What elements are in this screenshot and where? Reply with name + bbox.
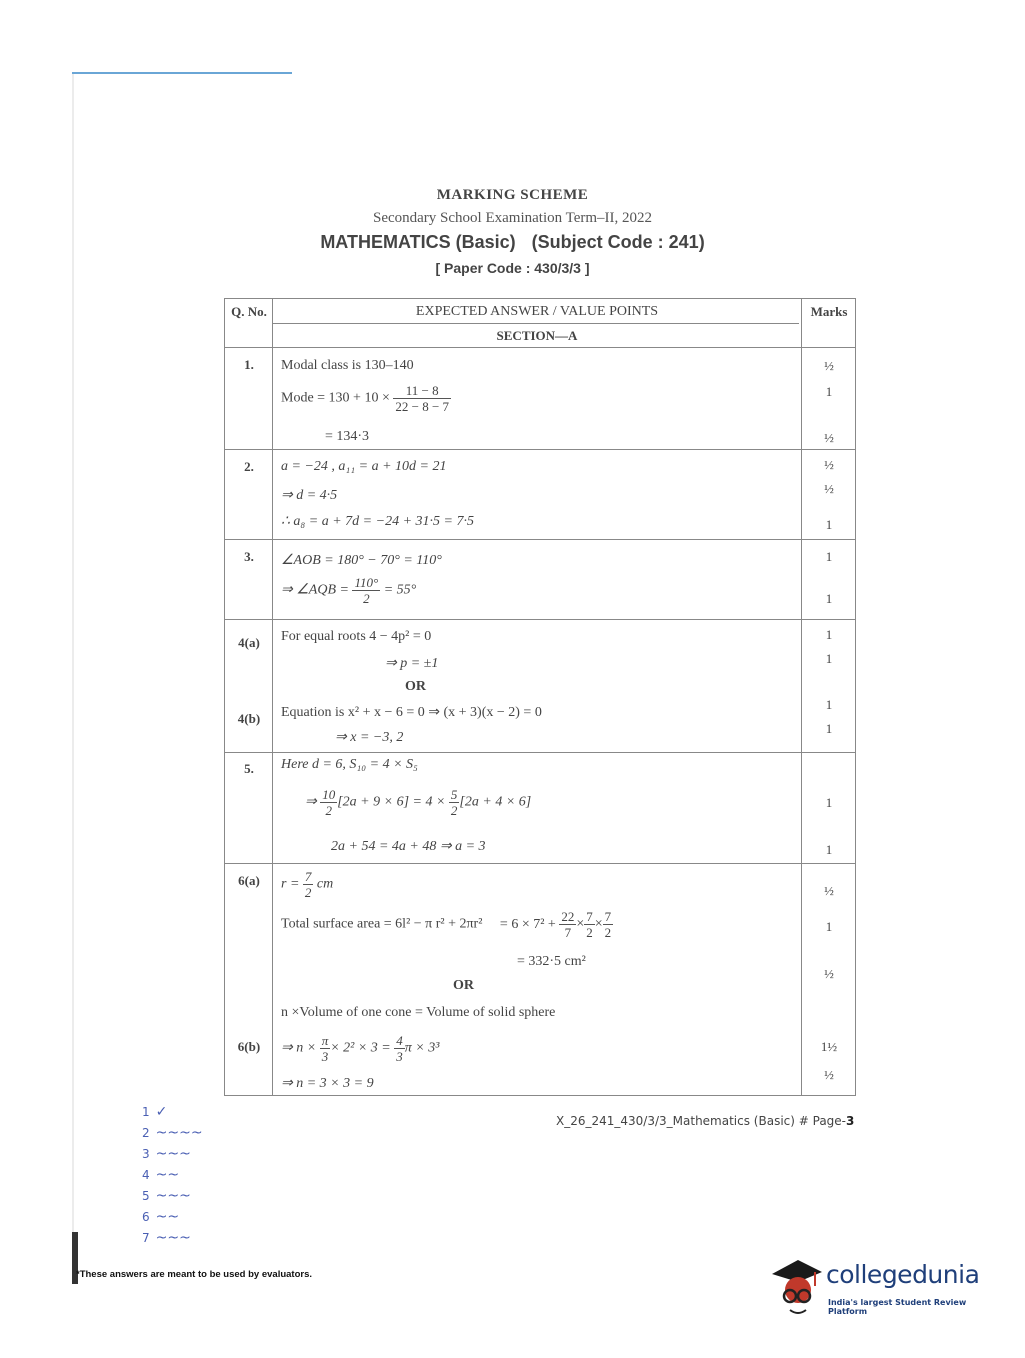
qno-2: 2. [244,459,254,474]
row-divider [273,323,799,324]
q5-line3: 2a + 54 = 4a + 48 ⇒ a = 3 [331,839,486,854]
q6-frac3: $\frac{7}{2}$ [604,909,612,940]
evaluator-note: *These answers are meant to be used by evaluators. [76,1269,313,1280]
qno-3: 3. [244,549,254,564]
q4-line2: ⇒ p = ±1 [385,656,439,671]
q6-mark2: 1 [825,919,833,934]
q5-fraction1: $\frac{10}{2}$ [322,787,336,818]
q6-n-expr: × 2² × 3 = [330,1040,391,1056]
q1-mode-prefix: Mode = 130 + 10 × [281,390,390,406]
handwritten-line: 5 ~~~ [142,1188,191,1204]
qno-4a: 4(a) [238,635,260,650]
subject-name: MATHEMATICS (Basic) [320,232,516,252]
row-divider [225,752,855,753]
qno-6a: 6(a) [238,873,260,888]
header-qno: Q. No. [231,304,267,319]
handwritten-line: 7 ~~~ [142,1230,191,1246]
q2-mark3: 1 [825,517,833,532]
col-divider [272,299,273,1095]
q6-line2: Total surface area = 6l² − π r² + 2πr² = 6 × 7² + $\frac{22}{7}$ × $\frac{7}{2}$ × $\frac{7}{2}$ [281,909,612,940]
row-divider [225,539,855,540]
scan-edge-line [72,72,292,74]
handwritten-line: 3 ~~~ [142,1146,191,1162]
q6-or: OR [453,978,474,993]
q4-mark2: 1 [825,651,833,666]
q6-line5 [281,1033,439,1064]
row-divider [225,347,855,348]
q3-mark1: 1 [825,549,833,564]
q6-r-unit: cm [316,876,334,892]
q1-mark1: ½ [824,358,834,373]
q6-frac1: $\frac{22}{7}$ [561,909,575,940]
q2-line1: a = −24 , a₁₁ = a + 10d = 21 [281,459,447,474]
page-code-text: X_26_241_430/3/3_Mathematics (Basic) # Page- [556,1114,846,1128]
row-divider [225,619,855,620]
collegedunia-logo [768,1254,998,1318]
qno-5: 5. [244,761,254,776]
q1-line3: = 134·3 [325,429,370,444]
q6-line6: ⇒ n = 3 × 3 = 9 [281,1076,374,1091]
q2-mark2: ½ [824,481,834,496]
q6-sphere-expr: π × 3³ [404,1040,440,1056]
q1-fraction: $\frac{11 - 8}{22 - 8 - 7}$ [395,383,450,414]
subject-line [0,232,1025,253]
q6-mark1: ½ [824,883,834,898]
handwritten-annotations [142,1102,203,1249]
marking-table [224,298,856,1096]
q5-line2 [305,787,531,818]
qno-6b: 6(b) [237,1039,261,1054]
logo-mascot-icon [768,1254,824,1318]
qno-4b: 4(b) [237,711,261,726]
q2-line3: ∴ a₈ = a + 7d = −24 + 31·5 = 7·5 [281,514,474,529]
page-number: 3 [846,1114,855,1128]
q5-line1: Here d = 6, S₁₀ = 4 × S₅ [281,757,418,772]
q5-arrow: ⇒ [305,794,317,810]
qno-1: 1. [244,357,254,372]
q6-mark3: ½ [824,966,834,981]
doc-title: MARKING SCHEME [436,187,589,203]
q6-mark4: 1½ [820,1039,838,1054]
q3-result: = 55° [383,582,417,598]
q3-mark2: 1 [825,591,833,606]
q3-prefix: ⇒ ∠AQB = [281,582,349,598]
header-answer: EXPECTED ANSWER / VALUE POINTS [415,304,659,319]
q6-r-fraction: $\frac{7}{2}$ [304,869,312,900]
logo-wordmark: collegedunia [826,1260,980,1289]
q4-line3: Equation is x² + x − 6 = 0 ⇒ (x + 3)(x − 2) = 0 [281,705,542,720]
q1-line1: Modal class is 130–140 [281,358,414,373]
q1-line2 [281,383,451,414]
q3-line1: ∠AOB = 180° − 70° = 110° [281,553,442,568]
q6-line1 [281,869,333,900]
q6-frac2: $\frac{7}{2}$ [586,909,593,940]
q6-n-prefix: ⇒ n × [281,1040,317,1056]
q6-line3: = 332·5 cm² [517,954,586,969]
q3-line2 [281,575,416,606]
q6-tsa-formula: Total surface area = 6l² − π r² + 2πr² [281,916,483,932]
row-divider [225,449,855,450]
q6-tsa-expr: = 6 × 7² + [499,916,556,932]
q5-mark2: 1 [825,842,833,857]
q4-or: OR [405,679,426,694]
q3-fraction: $\frac{110^\circ}{2}$ [354,575,379,606]
page-footer-code [556,1114,854,1128]
section-title: SECTION—A [496,328,578,343]
q6-line4: n ×Volume of one cone = Volume of solid sphere [281,1005,556,1020]
handwritten-line: 6 ~~ [142,1209,180,1225]
exam-name: Secondary School Examination Term–II, 2022 [372,210,653,226]
q4-mark4: 1 [825,721,833,736]
q5-fraction2: $\frac{5}{2}$ [450,787,458,818]
q5-expr2: [2a + 4 × 6] [459,794,532,810]
q1-mark3: ½ [824,430,834,445]
q4-mark3: 1 [825,697,833,712]
q6-r-prefix: r = [281,876,300,892]
handwritten-line: 2 ~~~~ [142,1125,203,1141]
handwritten-line: 1 ✓ [142,1104,168,1120]
q5-expr1: [2a + 9 × 6] = 4 × [337,794,446,810]
q4-mark1: 1 [825,627,833,642]
q2-line2: ⇒ d = 4·5 [281,488,338,503]
q6-mark5: ½ [824,1067,834,1082]
header-marks: Marks [810,304,848,319]
q5-mark1: 1 [825,795,833,810]
q6-pi-frac: $\frac{\pi}{3}$ [321,1033,329,1064]
q1-mark2: 1 [825,384,833,399]
handwritten-line: 4 ~~ [142,1167,180,1183]
logo-tagline: India's largest Student Review Platform [828,1298,967,1316]
q6-four-third: $\frac{4}{3}$ [396,1033,403,1064]
q4-line1: For equal roots 4 − 4p² = 0 [281,629,432,644]
row-divider [225,863,855,864]
q4-line4: ⇒ x = −3, 2 [335,730,404,745]
subject-code: (Subject Code : 241) [531,232,705,252]
paper-code: [ Paper Code : 430/3/3 ] [435,260,590,276]
q2-mark1: ½ [824,457,834,472]
